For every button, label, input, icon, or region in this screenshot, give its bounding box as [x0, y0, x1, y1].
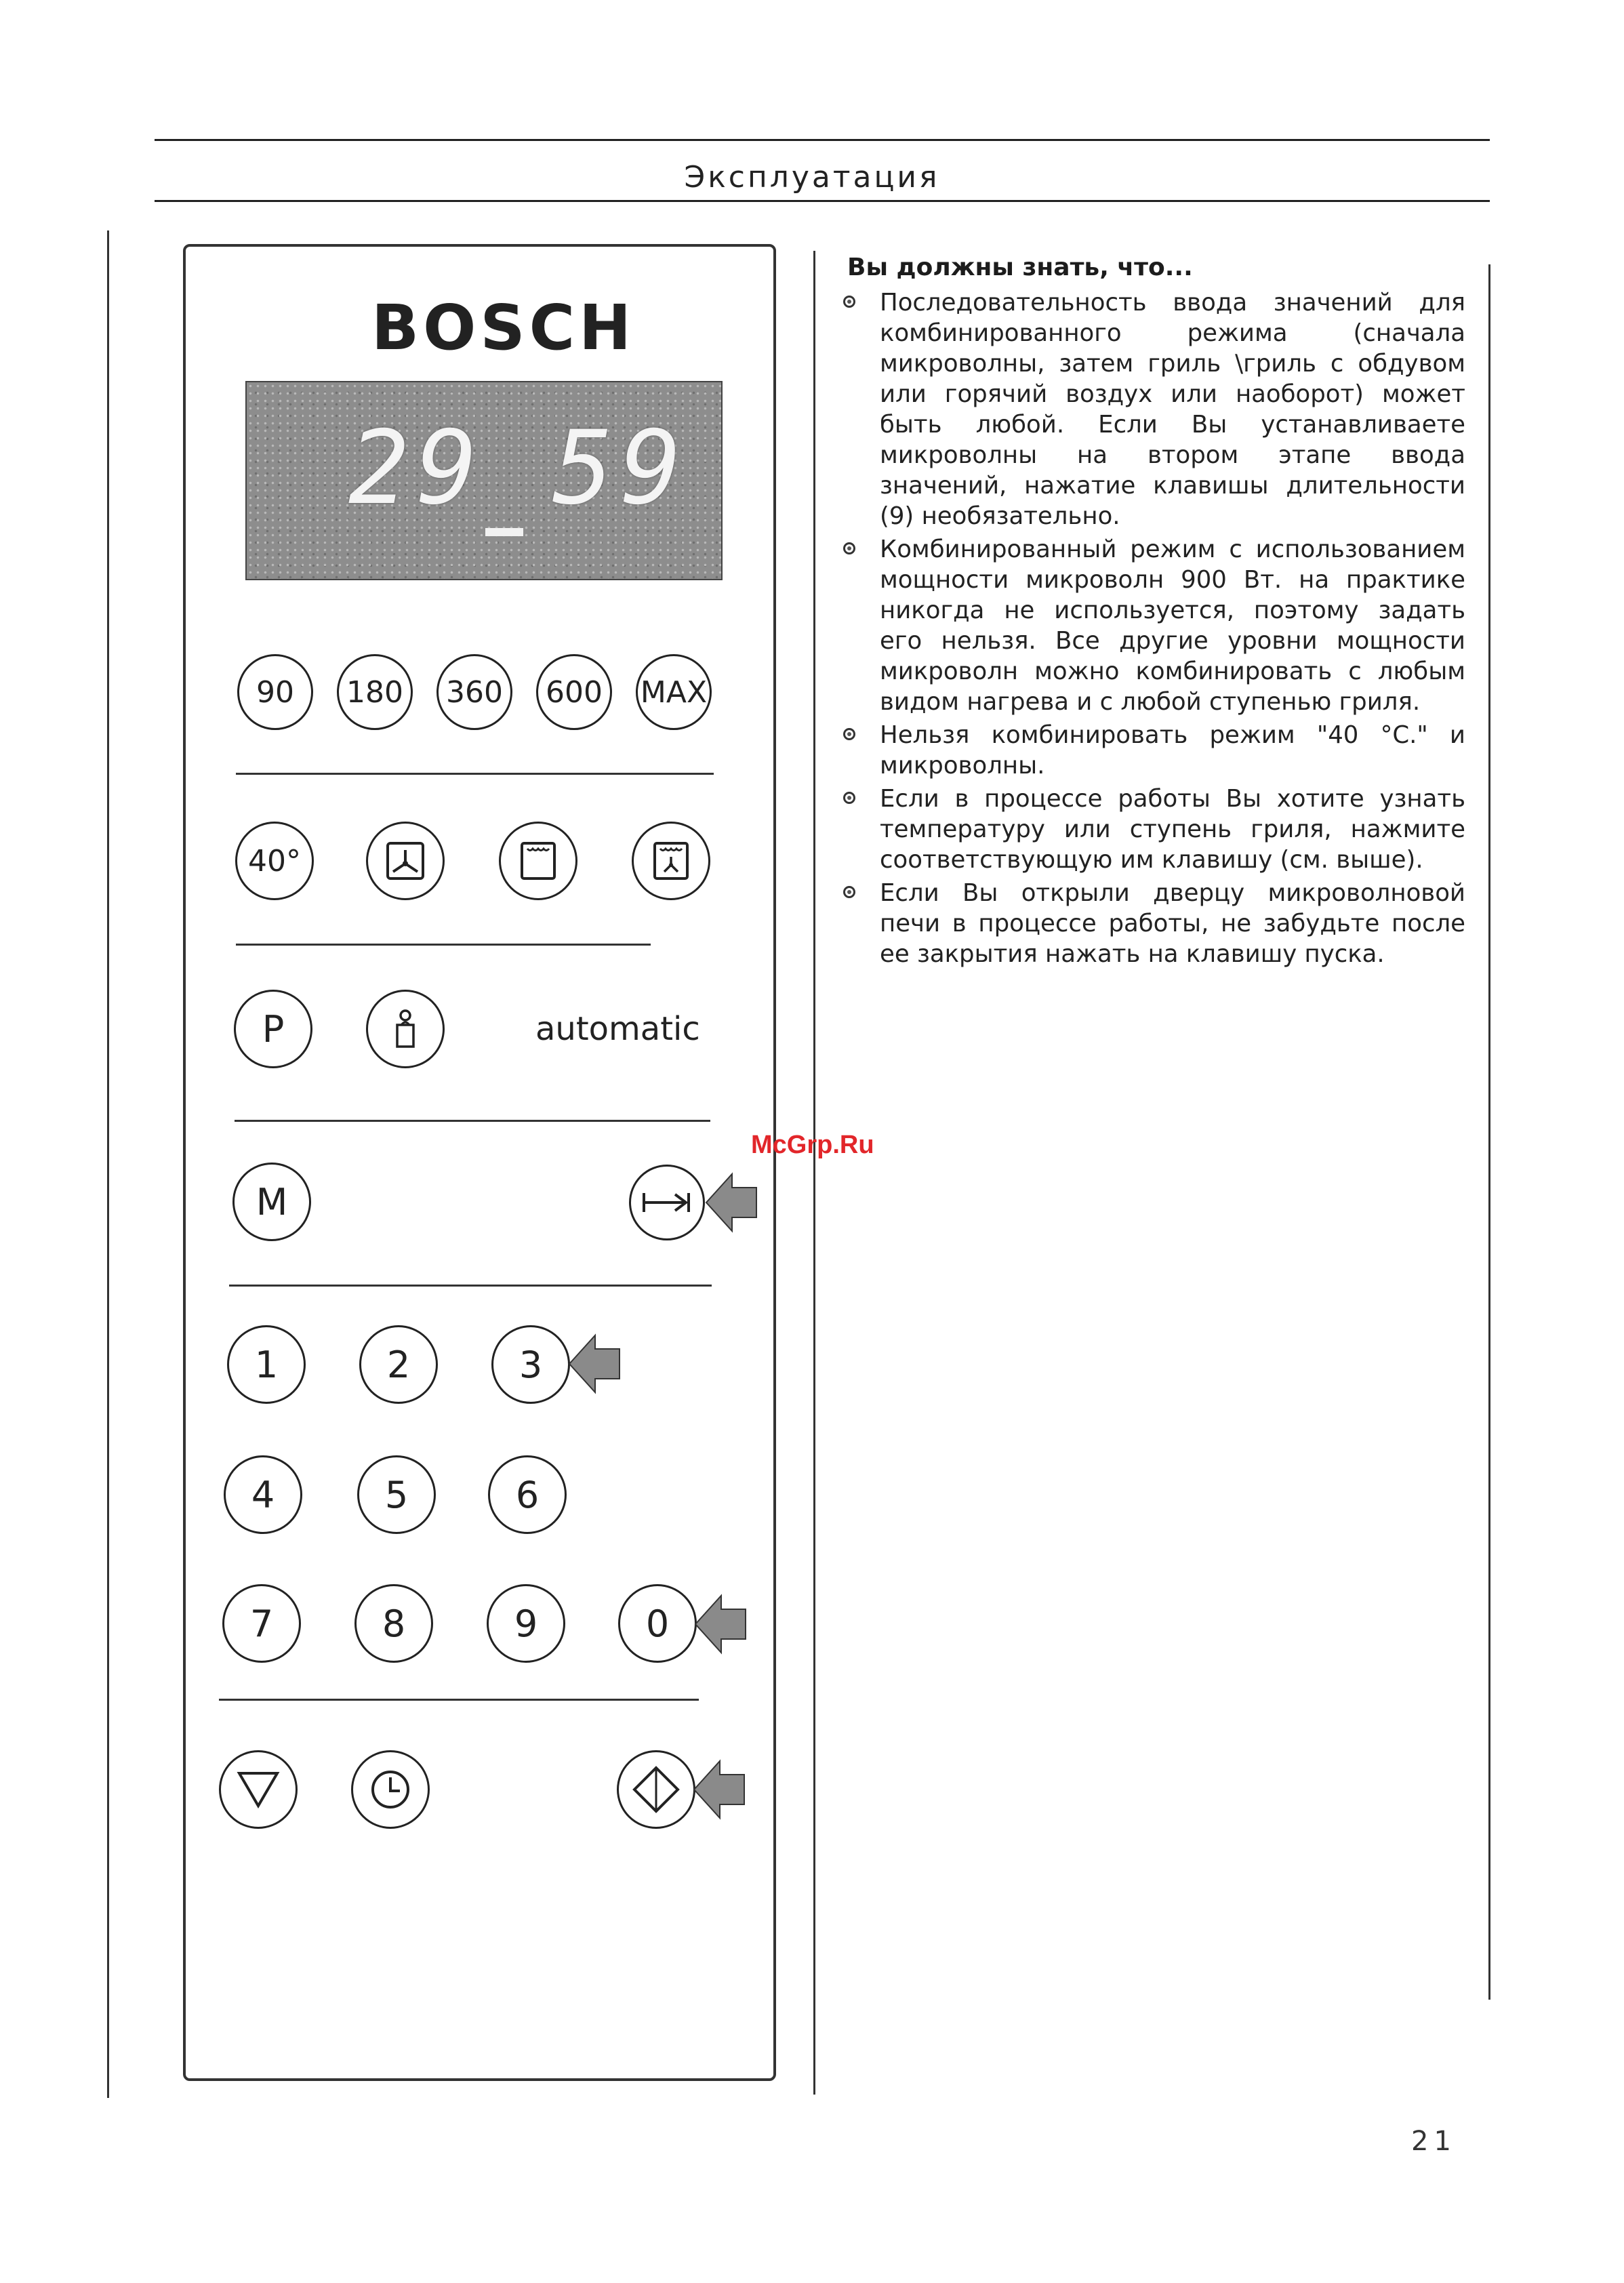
notes-heading: Вы должны знать, что... — [847, 254, 1193, 281]
digit-key-0[interactable]: 0 — [618, 1584, 697, 1663]
header-bottom-rule — [155, 200, 1490, 202]
display-cursor — [485, 528, 523, 536]
top-grill-key[interactable] — [499, 822, 577, 900]
display-time: 29 59 — [348, 409, 689, 527]
digit-key-7[interactable]: 7 — [222, 1584, 301, 1663]
bullet-icon — [843, 728, 855, 740]
power-key-90[interactable]: 90 — [237, 654, 313, 730]
column-divider-line — [813, 251, 815, 2095]
bullet-icon — [843, 792, 855, 804]
stop-key[interactable] — [219, 1750, 298, 1829]
digit-key-2[interactable]: 2 — [359, 1325, 438, 1404]
digit-key-5[interactable]: 5 — [357, 1455, 436, 1534]
note-text: Последовательность ввода значений для комбинированного режима (сначала микроволны, затем гриль \гриль с обдувом или горячий воздух или наоборот) может быть любой. Если Вы устанавливаете микроволны на втором этапе ввода значений, нажатие клавишы длительности (9) необязательно. — [880, 289, 1465, 530]
list-item — [842, 534, 1465, 717]
hot-air-fan-key[interactable] — [366, 822, 445, 900]
brand-logo: BOSCH — [371, 291, 636, 364]
pointer-arrow-icon — [694, 1593, 747, 1655]
digit-key-3[interactable]: 3 — [491, 1325, 570, 1404]
bullet-icon — [843, 886, 855, 898]
weight-bottle-icon — [388, 1007, 423, 1051]
power-key-600[interactable]: 600 — [536, 654, 612, 730]
program-key[interactable]: P — [234, 990, 312, 1068]
digit-key-9[interactable]: 9 — [487, 1584, 565, 1663]
digit-key-4[interactable]: 4 — [224, 1455, 302, 1534]
list-item — [842, 878, 1465, 969]
list-item — [842, 720, 1465, 781]
note-text: Если в процессе работы Вы хотите узнать температуру или ступень гриля, нажмите соответствующую им клавишу (см. выше). — [880, 785, 1465, 874]
list-item — [842, 784, 1465, 875]
digit-key-8[interactable]: 8 — [354, 1584, 433, 1663]
duration-arrow-icon — [640, 1189, 694, 1216]
top-grill-icon — [516, 839, 560, 883]
bullet-icon — [843, 542, 855, 554]
list-item — [842, 287, 1465, 531]
digit-key-1[interactable]: 1 — [227, 1325, 306, 1404]
grill-fan-icon — [649, 839, 693, 883]
automatic-label: automatic — [535, 1010, 700, 1048]
duration-key[interactable] — [629, 1165, 705, 1240]
weight-key[interactable] — [366, 990, 445, 1068]
panel-separator — [236, 773, 714, 775]
page-title: Эксплуатация — [684, 160, 940, 195]
watermark[interactable]: McGrp.Ru — [751, 1131, 874, 1159]
note-text: Нельзя комбинировать режим "40 °C." и микроволны. — [880, 721, 1465, 780]
power-key-360[interactable]: 360 — [437, 654, 512, 730]
panel-separator — [229, 1285, 712, 1287]
panel-separator — [219, 1699, 699, 1701]
grill-fan-key[interactable] — [632, 822, 710, 900]
pointer-arrow-icon — [705, 1171, 758, 1234]
panel-separator — [236, 944, 651, 946]
note-text: Если Вы открыли дверцу микроволновой печи в процессе работы, не забудьте после ее закрытия нажать на клавишу пуска. — [880, 879, 1465, 968]
digit-key-6[interactable]: 6 — [488, 1455, 567, 1534]
left-margin-line — [107, 230, 109, 2098]
power-key-max[interactable]: MAX — [636, 654, 712, 730]
pointer-arrow-icon — [693, 1758, 746, 1821]
notes-list — [842, 287, 1465, 972]
power-key-180[interactable]: 180 — [337, 654, 413, 730]
page-number: 21 — [1411, 2126, 1457, 2157]
defrost-40-key[interactable]: 40° — [235, 822, 314, 900]
clock-icon — [369, 1768, 412, 1811]
clock-key[interactable] — [351, 1750, 430, 1829]
start-key[interactable] — [617, 1750, 695, 1829]
panel-separator — [235, 1120, 710, 1122]
time-display — [245, 381, 723, 580]
header-top-rule — [155, 139, 1490, 141]
memory-key[interactable]: M — [232, 1163, 311, 1241]
start-diamond-icon — [632, 1765, 681, 1814]
bullet-icon — [843, 296, 855, 308]
right-margin-line — [1488, 264, 1490, 2000]
hot-air-fan-icon — [384, 839, 427, 883]
pointer-arrow-icon — [568, 1333, 621, 1395]
stop-triangle-icon — [237, 1771, 280, 1809]
note-text: Комбинированный режим с использованием мощности микроволн 900 Вт. на практике никогда не используется, поэтому задать его нельзя. Все другие уровни мощности микроволн можно комбинировать с любым видом нагрева и с любой ступенью гриля. — [880, 536, 1465, 716]
